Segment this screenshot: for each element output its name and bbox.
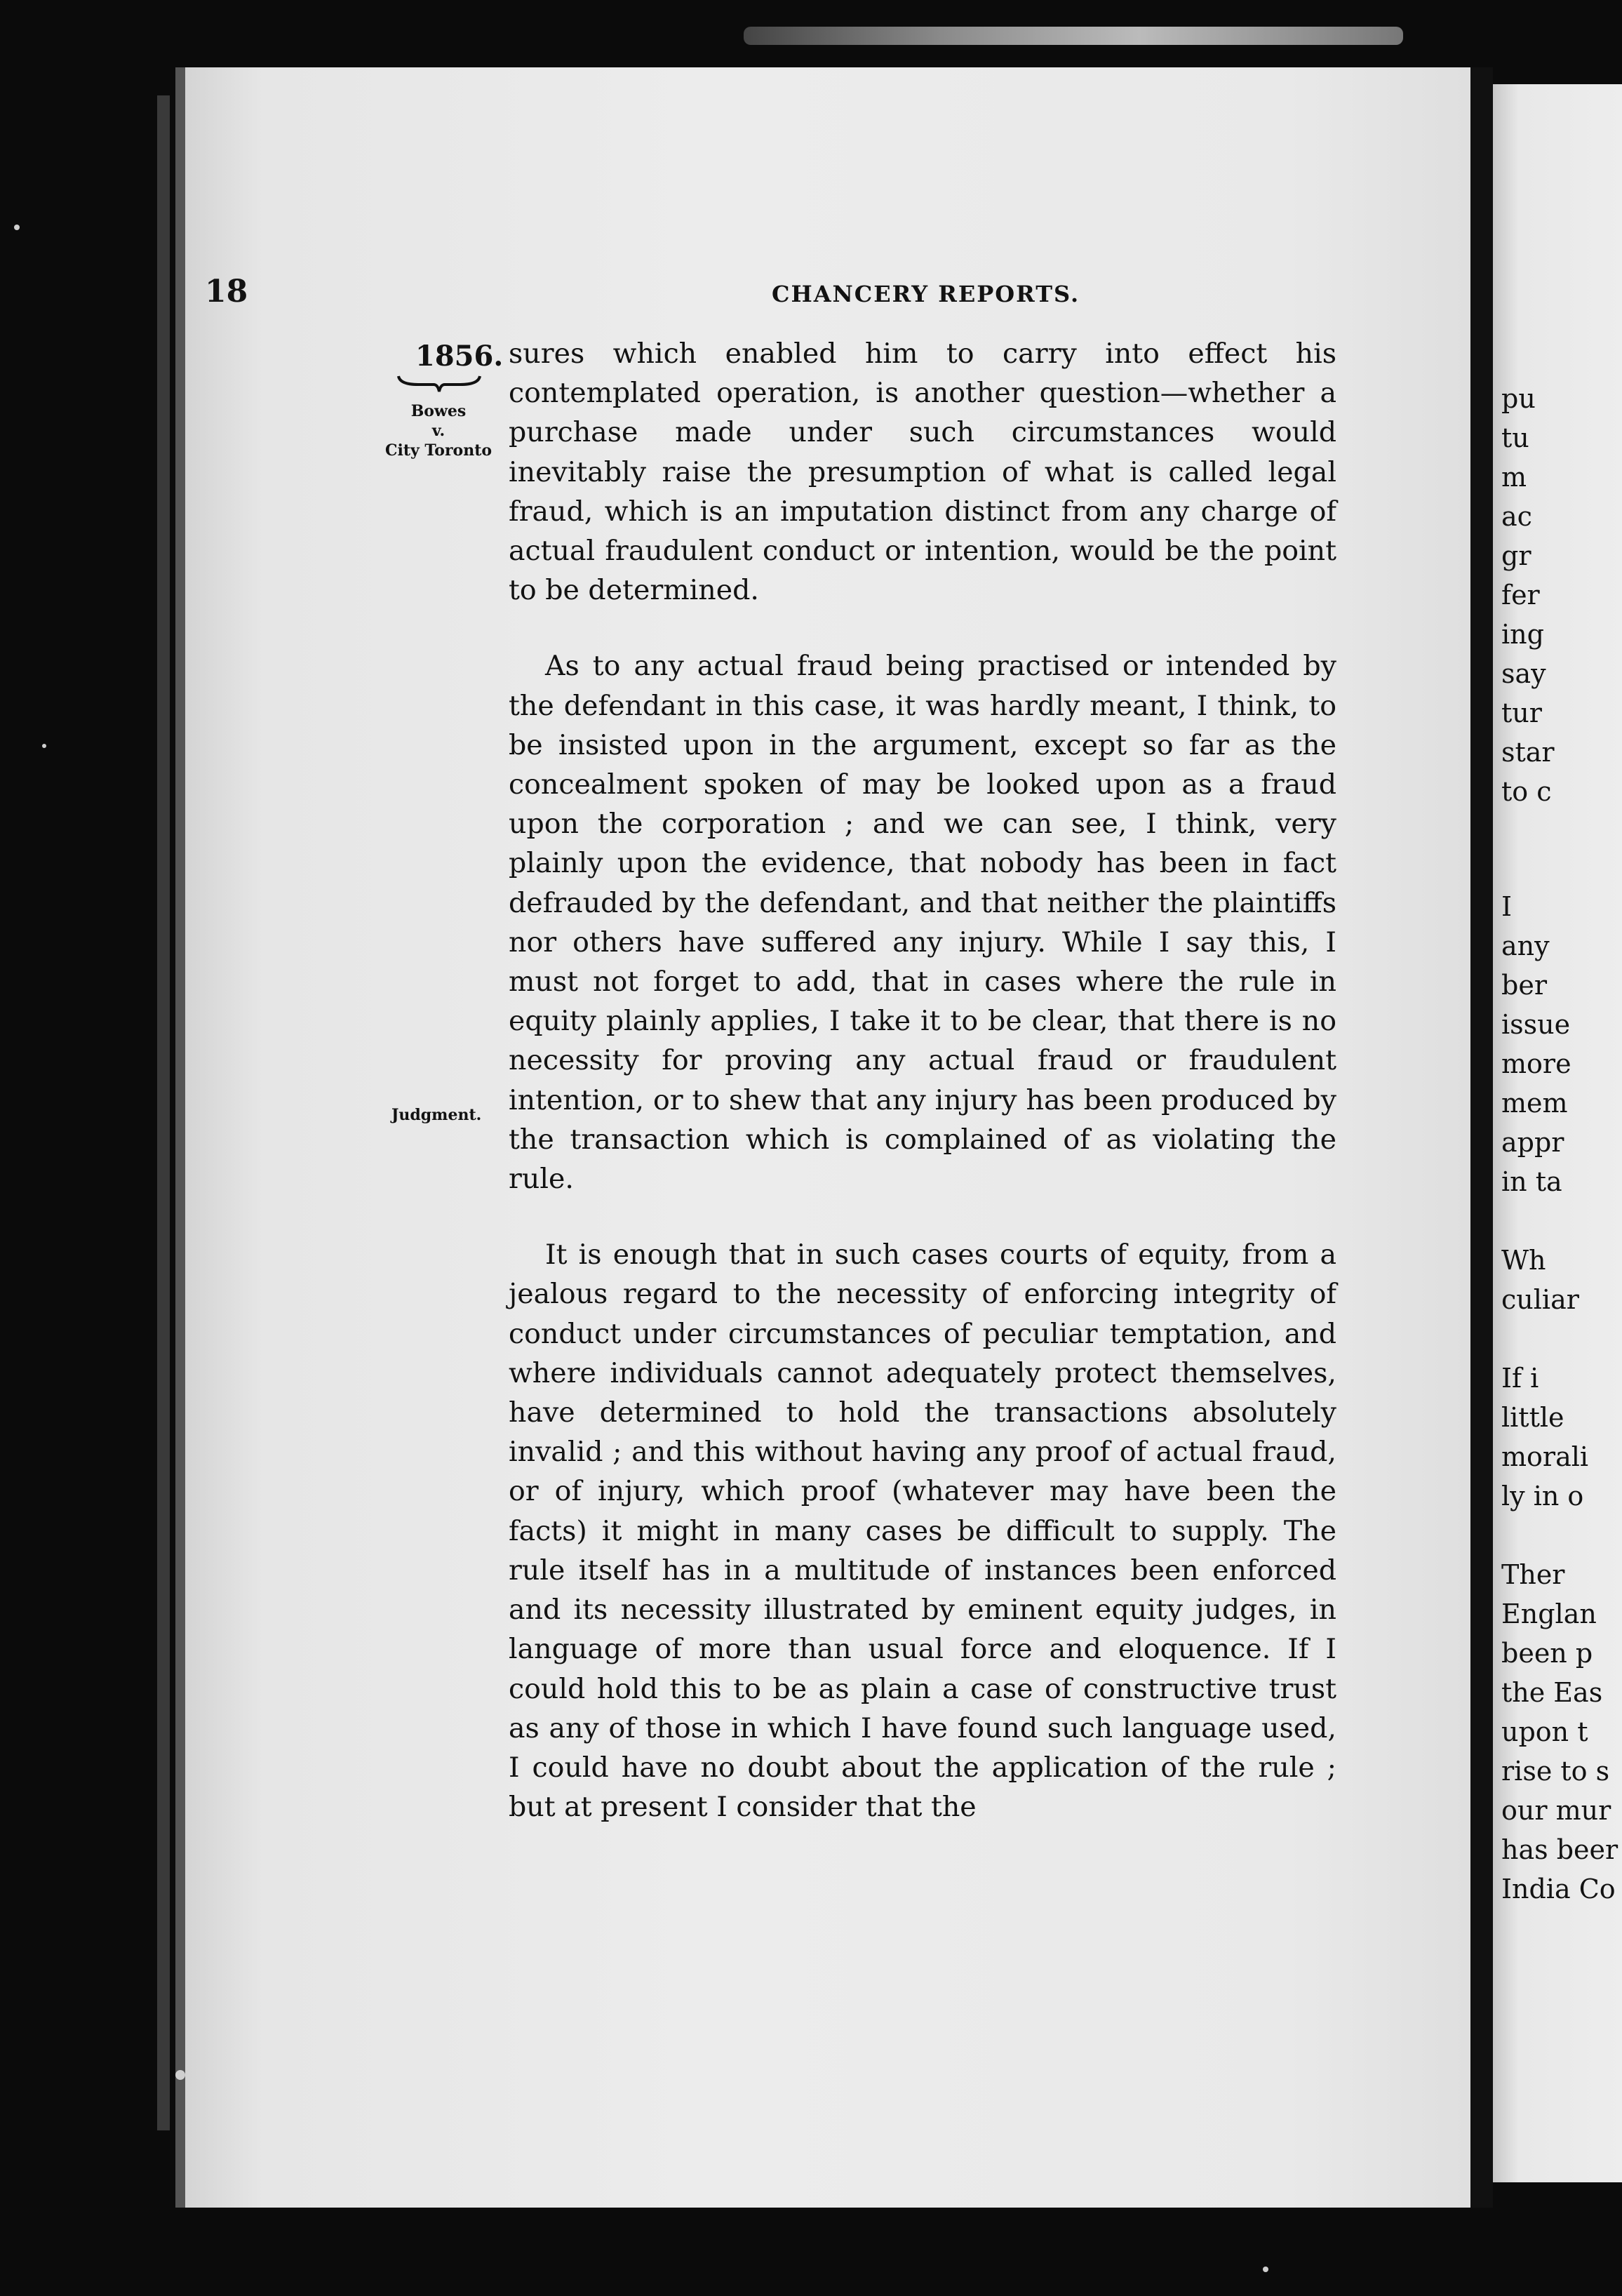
scan-speck: [1263, 2267, 1268, 2272]
facing-line: ing: [1501, 619, 1544, 650]
facing-line: more: [1501, 1048, 1571, 1079]
facing-line: appr: [1501, 1127, 1564, 1158]
facing-line: tur: [1501, 698, 1542, 728]
facing-line: any: [1501, 930, 1550, 961]
facing-line: gr: [1501, 540, 1531, 571]
margin-year: 1856.: [415, 340, 504, 373]
facing-line: say: [1501, 658, 1546, 689]
case-party-2: City Toronto: [384, 441, 492, 460]
facing-line: been p: [1501, 1638, 1593, 1669]
facing-line: ly in o: [1501, 1481, 1584, 1511]
page-number: 18: [205, 274, 248, 309]
paragraph-1: sures which enabled him to carry into effect his contemplated operation, is another question—whether a purchase made under such circumstances would inevitably raise the presumption of what is called legal fraud, which is an imputation distinct from any charge of actual fraudulent conduct or intention, would be the point to be determined.: [509, 338, 1336, 607]
paragraph-3: It is enough that in such cases courts of equity, from a jealous regard to the necessity of enforcing integrity of conduct under circumstances of peculiar temptation, and where individuals cannot adequately protect themselves, have determined to hold the transactions absolutely invalid ; and this without having any proof of actual fraud, or of injury, which proof (whatever may have been the facts) it might in many cases be difficult to supply. The rule itself has in a multitude of instances been enforced and its necessity illustrated by eminent equity judges, in language of more than usual force and eloquence. If I could hold this to be as plain a case of constructive trust as any of those in which I have found such language used, I could have no doubt about the application of the rule ; but at present I consider that the: [509, 1239, 1336, 1824]
paragraph-2: As to any actual fraud being practised or intended by the defendant in this case, it was hardly meant, I think, to be insisted upon in the argument, except so far as the concealment spoken of may be looked upon as a fraud upon the corporation ; and we can see, I think, very plainly upon the evidence, that nobody has been in fact defrauded by the defendant, and that neither the plaintiffs nor others have suffered any injury. While I say this, I must not forget to add, that in cases where the rule in equity plainly applies, I take it to be clear, that there is no necessity for proving any actual fraud or fraudulent intention, or to shew that any injury has been produced by the transaction which is complained of as violating the rule.: [509, 650, 1336, 1196]
body-text: [509, 334, 1336, 1827]
facing-line: mem: [1501, 1088, 1568, 1119]
facing-line: ac: [1501, 501, 1532, 532]
facing-line: issue: [1501, 1009, 1571, 1040]
facing-line: upon t: [1501, 1716, 1588, 1747]
facing-line: little: [1501, 1402, 1564, 1433]
facing-line: Wh: [1501, 1245, 1546, 1276]
facing-line: culiar: [1501, 1284, 1579, 1315]
facing-line: India Co: [1501, 1874, 1616, 1904]
case-party-1: Bowes: [410, 402, 467, 420]
facing-line: morali: [1501, 1441, 1589, 1472]
scan-speck: [175, 2070, 185, 2080]
margin-brace-icon: [397, 373, 481, 394]
facing-line: I: [1501, 891, 1513, 922]
facing-line: our mur: [1501, 1795, 1611, 1826]
margin-case-name: [365, 401, 512, 460]
facing-line: If i: [1501, 1363, 1539, 1394]
case-versus: v.: [431, 422, 445, 440]
facing-line: has beer: [1501, 1834, 1618, 1865]
facing-line: rise to s: [1501, 1756, 1610, 1787]
facing-line: Englan: [1501, 1598, 1597, 1629]
facing-line: ber: [1501, 970, 1547, 1001]
facing-page-text: [1501, 379, 1622, 1909]
facing-line: to c: [1501, 776, 1552, 807]
facing-line: m: [1501, 462, 1527, 493]
scan-speck: [14, 225, 20, 230]
facing-line: star: [1501, 737, 1555, 768]
running-head: CHANCERY REPORTS.: [772, 281, 1080, 307]
scan-speck: [42, 744, 46, 748]
facing-line: tu: [1501, 422, 1529, 453]
facing-line: pu: [1501, 383, 1536, 414]
facing-line: the Eas: [1501, 1677, 1603, 1708]
book-gutter: [1470, 67, 1493, 2208]
book-top-edge: [744, 27, 1403, 45]
margin-judgment-label: Judgment.: [391, 1106, 482, 1124]
facing-line: Ther: [1501, 1559, 1565, 1590]
facing-line: fer: [1501, 580, 1540, 610]
facing-line: in ta: [1501, 1166, 1562, 1197]
